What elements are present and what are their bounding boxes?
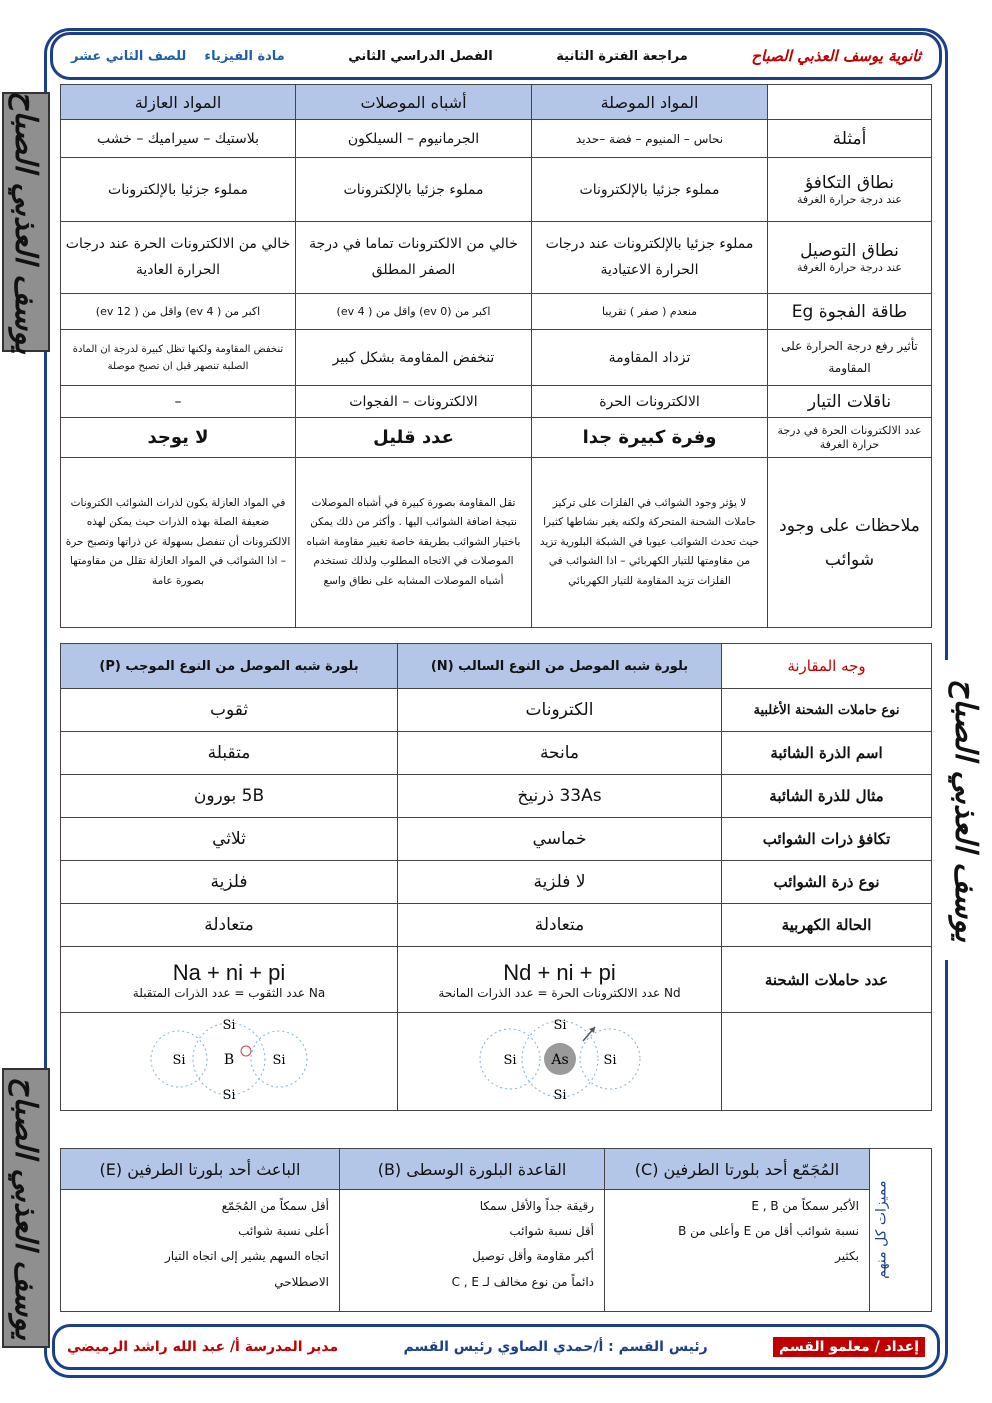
header-cell: المُجَمّع أحد بلورتا الطرفين (C) <box>605 1149 870 1190</box>
cell: 33As ذرنيخ <box>398 775 722 818</box>
list-item: دائماً من نوع مخالف لـ C , E <box>451 1274 594 1289</box>
list-item: أقل نسبة شوائب <box>509 1224 594 1239</box>
row-label: ملاحظات على وجود شوائب <box>768 458 932 628</box>
list-item: أقل سمكاً من المُجَمّع <box>221 1199 329 1213</box>
row-label: أمثلة <box>768 120 932 158</box>
side-watermark-text: يوسف العذبي الصباح <box>8 1076 44 1340</box>
side-watermark-text: يوسف العذبي الصباح <box>8 90 44 354</box>
row-label: نوع حاملات الشحنة الأغلبية <box>722 689 932 732</box>
collector-cell <box>605 1190 870 1312</box>
page-footer <box>52 1324 940 1370</box>
cell <box>398 1013 722 1111</box>
table-header-row <box>61 85 932 120</box>
side-watermark-2 <box>942 660 990 960</box>
list-item: رقيقة جداً والأقل سمكا <box>479 1199 594 1213</box>
header-cell: وجه المقارنة <box>722 644 932 689</box>
transistor-parts-table <box>60 1148 932 1312</box>
cell: متعادلة <box>61 904 398 947</box>
list-item: أكبر مقاومة وأقل توصيل <box>472 1249 594 1264</box>
cell: تنخفض المقاومة بشكل كبير <box>296 330 532 386</box>
row-label-text: نطاق التكافؤ <box>805 173 894 193</box>
row-label: طاقة الفجوة Eg <box>768 294 932 330</box>
p-carrier-note: Na عدد الثقوب = عدد الذرات المتقبلة <box>132 985 326 1000</box>
base-cell <box>340 1190 605 1312</box>
cell <box>61 947 398 1013</box>
neighbor-label: Si <box>602 1053 617 1068</box>
school-name: ثانوية يوسف العذبي الصباح <box>751 47 921 65</box>
cell <box>398 947 722 1013</box>
table-row <box>61 861 932 904</box>
cell <box>61 1013 398 1111</box>
cell: تقل المقاومة بصورة كبيرة في أشباه الموصلات نتيجة اضافة الشوائب اليها . وأكثر من ذلك يمكن باختيار الشوائب بطريقة خاصة تغيير مقاومة اشباه الموصلات في الاتجاه المطلوب ولذلك تستخدم أشباه الموصلات المشابه على نطاق واسع <box>296 458 532 628</box>
n-carrier-note: Nd عدد الالكترونات الحرة = عدد الذرات المانحة <box>438 985 681 1000</box>
table-row <box>61 120 932 158</box>
side-watermark-1 <box>2 92 50 352</box>
school-principal: مدير المدرسة أ/ عبد الله راشد الرميضي <box>67 1339 339 1355</box>
cell: عدد قليل <box>296 418 532 458</box>
cell: منعدم ( صفر ) تقريبا <box>532 294 768 330</box>
table-row <box>61 158 932 222</box>
n-type-lattice-diagram <box>455 1015 665 1103</box>
table-header-row <box>61 1149 932 1190</box>
row-label: اسم الذرة الشائبة <box>722 732 932 775</box>
table-row <box>61 947 932 1013</box>
cell: خماسي <box>398 818 722 861</box>
cell: تنخفض المقاومة ولكنها تظل كبيرة لدرجة ان المادة الصلبة تنصهر قبل ان تصبح موصلة <box>61 330 296 386</box>
neighbor-label: Si <box>502 1053 517 1068</box>
table-header-row <box>61 644 932 689</box>
header-cell: المواد الموصلة <box>532 85 768 120</box>
prepared-by: إعداد / معلمو القسم <box>773 1337 925 1357</box>
table-row <box>61 222 932 294</box>
dopant-label: As <box>550 1052 569 1068</box>
table-row <box>61 1190 932 1312</box>
header-cell <box>768 85 932 120</box>
cell: خالي من الالكترونات الحرة عند درجات الحرارة العادية <box>61 222 296 294</box>
cell: مملوء جزئيا بالإلكترونات <box>296 158 532 222</box>
table-row <box>61 458 932 628</box>
table-row <box>61 418 932 458</box>
dopant-label: B <box>223 1052 235 1068</box>
cell: فلزية <box>61 861 398 904</box>
cell: 5B بورون <box>61 775 398 818</box>
hole-marker <box>241 1046 251 1056</box>
table-row <box>61 904 932 947</box>
cell: اكبر من ( 4 ev) واقل من ( 12 ev) <box>61 294 296 330</box>
header-cell: بلورة شبه الموصل من النوع السالب (N) <box>398 644 722 689</box>
cell: تزداد المقاومة <box>532 330 768 386</box>
cell <box>722 1013 932 1111</box>
cell: مملوء جزئيا بالإلكترونات <box>61 158 296 222</box>
list-item: اتجاه السهم يشير إلى اتجاه التيار <box>165 1249 329 1264</box>
neighbor-label: Si <box>222 1088 236 1103</box>
side-watermark-3 <box>2 1068 50 1348</box>
header-cell: بلورة شبه الموصل من النوع الموجب (P) <box>61 644 398 689</box>
cell: بلاستيك – سيراميك – خشب <box>61 120 296 158</box>
neighbor-label: Si <box>552 1018 567 1033</box>
row-label: الحالة الكهربية <box>722 904 932 947</box>
row-label <box>768 222 932 294</box>
subject-label: مادة الفيزياء <box>204 48 285 64</box>
header-cell: أشباه الموصلات <box>296 85 532 120</box>
p-type-lattice-diagram <box>124 1015 334 1103</box>
materials-comparison-table <box>60 84 932 628</box>
table-row <box>61 689 932 732</box>
cell: مملوء جزئيا بالإلكترونات <box>532 158 768 222</box>
cell: مانحة <box>398 732 722 775</box>
cell: اكبر من (0 ev) واقل من ( 4 ev) <box>296 294 532 330</box>
cell: ثلاثي <box>61 818 398 861</box>
cell: الالكترونات – الفجوات <box>296 386 532 418</box>
cell: في المواد العازلة يكون لذرات الشوائب الكترونات ضعيفة الصلة بهذه الذرات حيث يمكن لهذه الالكترونات أن تنفصل بسهولة عن ذراتها وتصبح حرة – اذا الشوائب في المواد العازلة تقلل من مقاومتها بصورة عامة <box>61 458 296 628</box>
row-label: تكافؤ ذرات الشوائب <box>722 818 932 861</box>
header-cell: القاعدة البلورة الوسطى (B) <box>340 1149 605 1190</box>
n-carrier-formula: Nd + ni + pi <box>503 959 616 985</box>
emitter-cell <box>61 1190 340 1312</box>
grade-label: للصف الثاني عشر <box>71 48 187 64</box>
cell: وفرة كبيرة جدا <box>532 418 768 458</box>
p-carrier-formula: Na + ni + pi <box>172 959 286 985</box>
row-label: ناقلات التيار <box>768 386 932 418</box>
table-row <box>61 330 932 386</box>
cell: لا يؤثر وجود الشوائب في الفلزات على تركيز حاملات الشحنة المتحركة ولكنه يغير نشاطها كثيرا حيث تحدث الشوائب عيوبا في الشبكة البلورية تزيد من مقاومتها للتيار الكهربائي – اذا الشوائب في الفلزات تزيد المقاومة للتيار الكهربائي <box>532 458 768 628</box>
cell: الكترونات <box>398 689 722 732</box>
side-label: مميزات كل منهم <box>873 1180 890 1280</box>
cell: الجرمانيوم – السيلكون <box>296 120 532 158</box>
subject-grade <box>71 49 285 64</box>
table-row <box>61 294 932 330</box>
neighbor-label: Si <box>552 1088 567 1103</box>
row-label-text: نطاق التوصيل <box>800 241 899 261</box>
header-cell: الباعث أحد بلورتا الطرفين (E) <box>61 1149 340 1190</box>
table-row <box>61 1013 932 1111</box>
page-header <box>50 32 942 80</box>
cell: متعادلة <box>398 904 722 947</box>
list-item: الاصطلاحي <box>274 1274 329 1289</box>
row-label: نوع ذرة الشوائب <box>722 861 932 904</box>
cell: الالكترونات الحرة <box>532 386 768 418</box>
list-item: أعلى نسبة شوائب <box>238 1224 329 1239</box>
cell: – <box>61 386 296 418</box>
row-label: مثال للذرة الشائبة <box>722 775 932 818</box>
department-head: رئيس القسم : أ/حمدي الصاوي رئيس القسم <box>403 1339 708 1355</box>
row-label: تأثير رفع درجة الحرارة على المقاومة <box>768 330 932 386</box>
row-label: عدد الالكترونات الحرة في درجة حرارة الغرفة <box>768 418 932 458</box>
cell: مملوء جزئيا بالإلكترونات عند درجات الحرارة الاعتيادية <box>532 222 768 294</box>
neighbor-label: Si <box>272 1053 286 1068</box>
side-watermark-text: يوسف العذبي الصباح <box>948 678 984 942</box>
row-label <box>768 158 932 222</box>
table-row <box>61 732 932 775</box>
review-title: مراجعة الفترة الثانية <box>556 48 688 64</box>
list-item: الأكبر سمكاً من E , B <box>751 1199 859 1213</box>
row-label <box>870 1149 932 1312</box>
row-label: عدد حاملات الشحنة <box>722 947 932 1013</box>
neighbor-label: Si <box>172 1053 186 1068</box>
row-label-sub: عند درجة حرارة الغرفة <box>797 193 902 206</box>
row-label-sub: عند درجة حرارة الغرفة <box>797 261 902 274</box>
cell: ثقوب <box>61 689 398 732</box>
cell: لا فلزية <box>398 861 722 904</box>
semiconductor-types-table <box>60 643 932 1111</box>
table-row <box>61 386 932 418</box>
semester-label: الفصل الدراسي الثاني <box>348 48 493 64</box>
cell: نحاس – المنيوم – فضة –حديد <box>532 120 768 158</box>
list-item: بكثير <box>835 1249 859 1264</box>
cell: خالي من الالكترونات تماما في درجة الصفر المطلق <box>296 222 532 294</box>
cell: لا يوجد <box>61 418 296 458</box>
list-item: نسبة شوائب أقل من E وأعلى من B <box>678 1224 859 1239</box>
neighbor-label: Si <box>222 1018 236 1033</box>
header-cell: المواد العازلة <box>61 85 296 120</box>
table-row <box>61 775 932 818</box>
cell: متقبلة <box>61 732 398 775</box>
table-row <box>61 818 932 861</box>
